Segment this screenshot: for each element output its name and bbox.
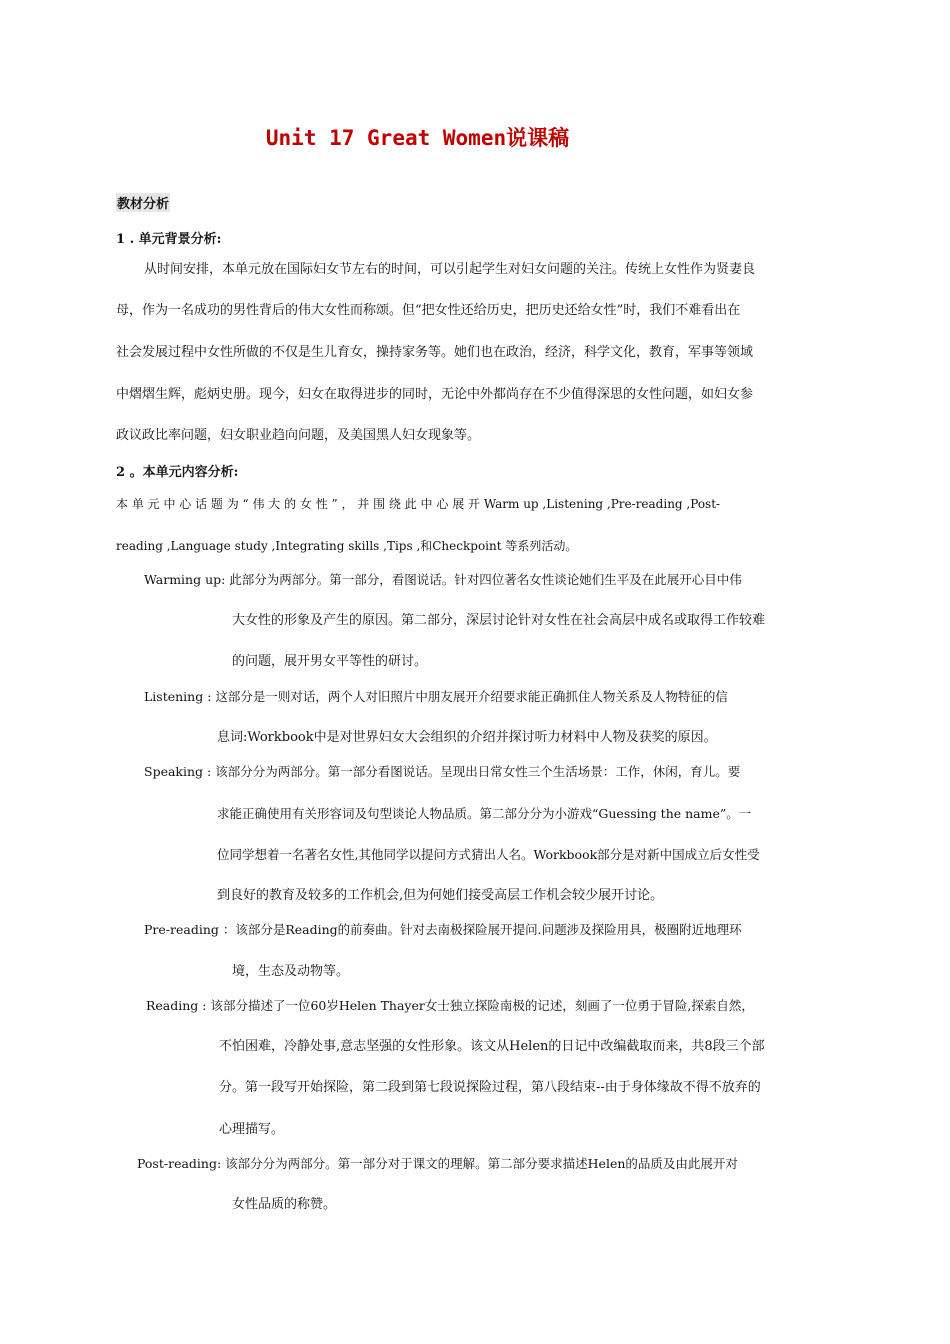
warming-up-line-3: 的问题，展开男女平等性的研讨。 — [232, 654, 428, 669]
reading-line-2: 不怕困难，冷静处事,意志坚强的女性形象。该文从Helen的日记中改编截取而来，共8段三个部 — [219, 1039, 765, 1054]
pre-reading-line-1: Pre-reading ：该部分是Reading的前奏曲。针对去南极探险展开提问.问题涉及探险用具，极圈附近地理环 — [144, 922, 742, 937]
speaking-line-3: 位同学想着一名著名女性,其他同学以提问方式猜出人名。Workbook部分是对新中国成立后女性受 — [217, 847, 760, 862]
background-line-4: 中熠熠生辉，彪炳史册。现今，妇女在取得进步的同时，无论中外都尚存在不少值得深思的女性问题，如妇女参 — [116, 387, 754, 402]
warming-up-line-1: Warming up: 此部分为两部分。第一部分，看图说话。针对四位著名女性谈论她们生平及在此展开心目中伟 — [144, 572, 742, 587]
warming-up-line-2: 大女性的形象及产生的原因。第二部分，深层讨论针对女性在社会高层中成名或取得工作较难 — [232, 613, 766, 628]
post-reading-line-1: Post-reading: 该部分分为两部分。第一部分对于课文的理解。第二部分要求描述Helen的品质及由此展开对 — [137, 1156, 738, 1171]
page-title: Unit 17 Great Women说课稿 — [265, 126, 570, 150]
heading-content: 2 。本单元内容分析: — [116, 465, 239, 480]
content-line-2: reading ,Language study ,Integrating skills ,Tips ,和Checkpoint 等系列活动。 — [116, 539, 578, 553]
background-line-3: 社会发展过程中女性所做的不仅是生儿育女，操持家务等。她们也在政治，经济，科学文化，教育，军事等领域 — [116, 345, 754, 360]
listening-line-1: Listening : 这部分是一则对话，两个人对旧照片中朋友展开介绍要求能正确抓住人物关系及人物特征的信 — [144, 689, 728, 704]
content-line-1: 本 单 元 中 心 话 题 为 “ 伟 大 的 女 性 ” ， 并 围 绕 此 中 心 展 开 Warm up ,Listening ,Pre-reading ,Post- — [116, 497, 721, 511]
speaking-line-2: 求能正确使用有关形容词及句型谈论人物品质。第二部分分为小游戏“Guessing the name”。一 — [217, 806, 752, 821]
background-line-1: 从时间安排，本单元放在国际妇女节左右的时间，可以引起学生对妇女问题的关注。传统上女性作为贤妻良 — [144, 262, 756, 277]
post-reading-line-2: 女性品质的称赞。 — [232, 1197, 337, 1212]
reading-line-3: 分。第一段写开始探险，第二段到第七段说探险过程，第八段结束--由于身体缘故不得不放弃的 — [219, 1080, 761, 1095]
reading-line-1: Reading : 该部分描述了一位60岁Helen Thayer女士独立探险南极的记述，刻画了一位勇于冒险,探索自然， — [146, 998, 754, 1013]
listening-line-2: 息词:Workbook中是对世界妇女大会组织的介绍并探讨听力材料中人物及获奖的原因。 — [217, 730, 717, 745]
background-line-2: 母，作为一名成功的男性背后的伟大女性而称颂。但“把女性还给历史，把历史还给女性”时，我们不难看出在 — [116, 303, 741, 318]
background-line-5: 政议政比率问题，妇女职业趋向问题，及美国黑人妇女现象等。 — [116, 428, 481, 443]
speaking-line-4: 到良好的教育及较多的工作机会,但为何她们接受高层工作机会较少展开讨论。 — [217, 888, 664, 903]
reading-line-4: 心理描写。 — [219, 1122, 285, 1137]
pre-reading-line-2: 境，生态及动物等。 — [232, 964, 350, 979]
heading-background: 1 . 单元背景分析: — [116, 232, 222, 247]
speaking-line-1: Speaking : 该部分分为两部分。第一部分看图说话。呈现出日常女性三个生活场景：工作，休闲，育儿。要 — [144, 764, 741, 779]
section-heading-material-analysis: 教材分析 — [116, 193, 170, 212]
